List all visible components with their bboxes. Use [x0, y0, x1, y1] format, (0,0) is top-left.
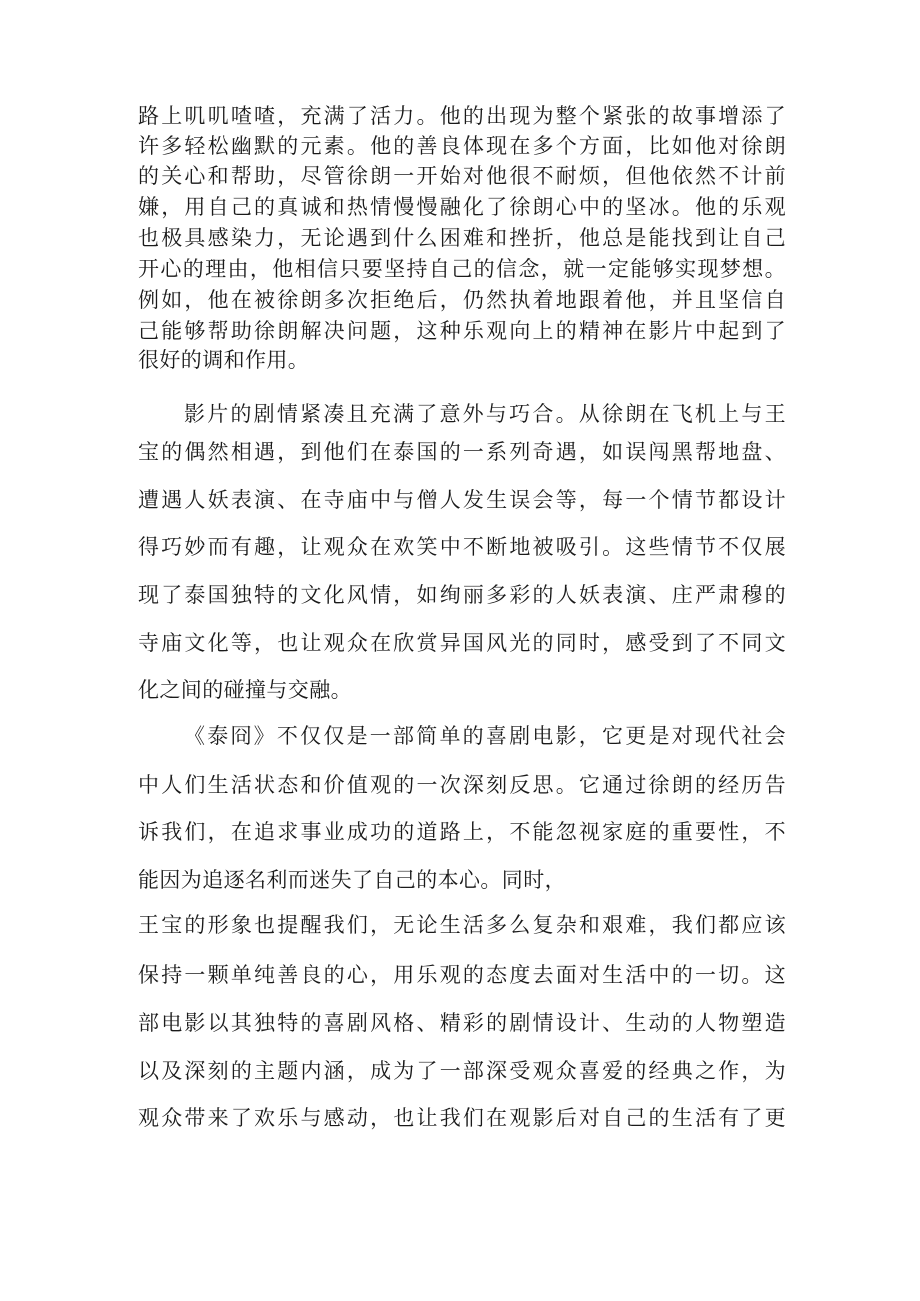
text-line: 能因为追逐名利而迷失了自己的本心。同时，: [138, 868, 566, 892]
text-line: 影片的剧情紧凑且充满了意外与巧合。从徐朗在飞机上与王: [184, 402, 786, 426]
text-line: 嫌，用自己的真诚和热情慢慢融化了徐朗心中的坚冰。他的乐观: [138, 195, 786, 219]
text-line: 遭遇人妖表演、在寺庙中与僧人发生误会等，每一个情节都设计: [138, 488, 786, 512]
text-line: 己能够帮助徐朗解决问题，这种乐观向上的精神在影片中起到了: [138, 319, 786, 343]
text-line: 路上叽叽喳喳，充满了活力。他的出现为整个紧张的故事增添了: [138, 104, 786, 128]
text-line: 现了泰国独特的文化风情，如绚丽多彩的人妖表演、庄严肃穆的: [138, 583, 786, 607]
text-line: 许多轻松幽默的元素。他的善良体现在多个方面，比如他对徐朗: [138, 134, 786, 158]
text-line: 例如，他在被徐朗多次拒绝后，仍然执着地跟着他，并且坚信自: [138, 288, 786, 312]
text-line: 王宝的形象也提醒我们，无论生活多么复杂和艰难，我们都应该: [138, 913, 786, 937]
text-line: 宝的偶然相遇，到他们在泰国的一系列奇遇，如误闯黑帮地盘、: [138, 440, 786, 464]
text-line: 很好的调和作用。: [138, 348, 310, 372]
text-line: 以及深刻的主题内涵，成为了一部深受观众喜爱的经典之作，为: [138, 1059, 786, 1083]
text-line: 寺庙文化等，也让观众在欣赏异国风光的同时，感受到了不同文: [138, 631, 786, 655]
text-line: 诉我们，在追求事业成功的道路上，不能忽视家庭的重要性，不: [138, 820, 786, 844]
text-line: 开心的理由，他相信只要坚持自己的信念，就一定能够实现梦想。: [138, 257, 786, 281]
text-line: 部电影以其独特的喜剧风格、精彩的剧情设计、生动的人物塑造: [138, 1011, 786, 1035]
text-line: 《泰冏》不仅仅是一部简单的喜剧电影，它更是对现代社会: [184, 724, 786, 748]
text-line: 的关心和帮助，尽管徐朗一开始对他很不耐烦，但他依然不计前: [138, 164, 786, 188]
text-line: 也极具感染力，无论遇到什么困难和挫折，他总是能找到让自己: [138, 226, 786, 250]
text-line: 中人们生活状态和价值观的一次深刻反思。它通过徐朗的经历告: [138, 773, 786, 797]
text-line: 保持一颗单纯善良的心，用乐观的态度去面对生活中的一切。这: [138, 963, 786, 987]
text-line: 化之间的碰撞与交融。: [138, 678, 352, 702]
text-line: 得巧妙而有趣，让观众在欢笑中不断地被吸引。这些情节不仅展: [138, 535, 786, 559]
text-line: 观众带来了欢乐与感动，也让我们在观影后对自己的生活有了更: [138, 1106, 786, 1130]
